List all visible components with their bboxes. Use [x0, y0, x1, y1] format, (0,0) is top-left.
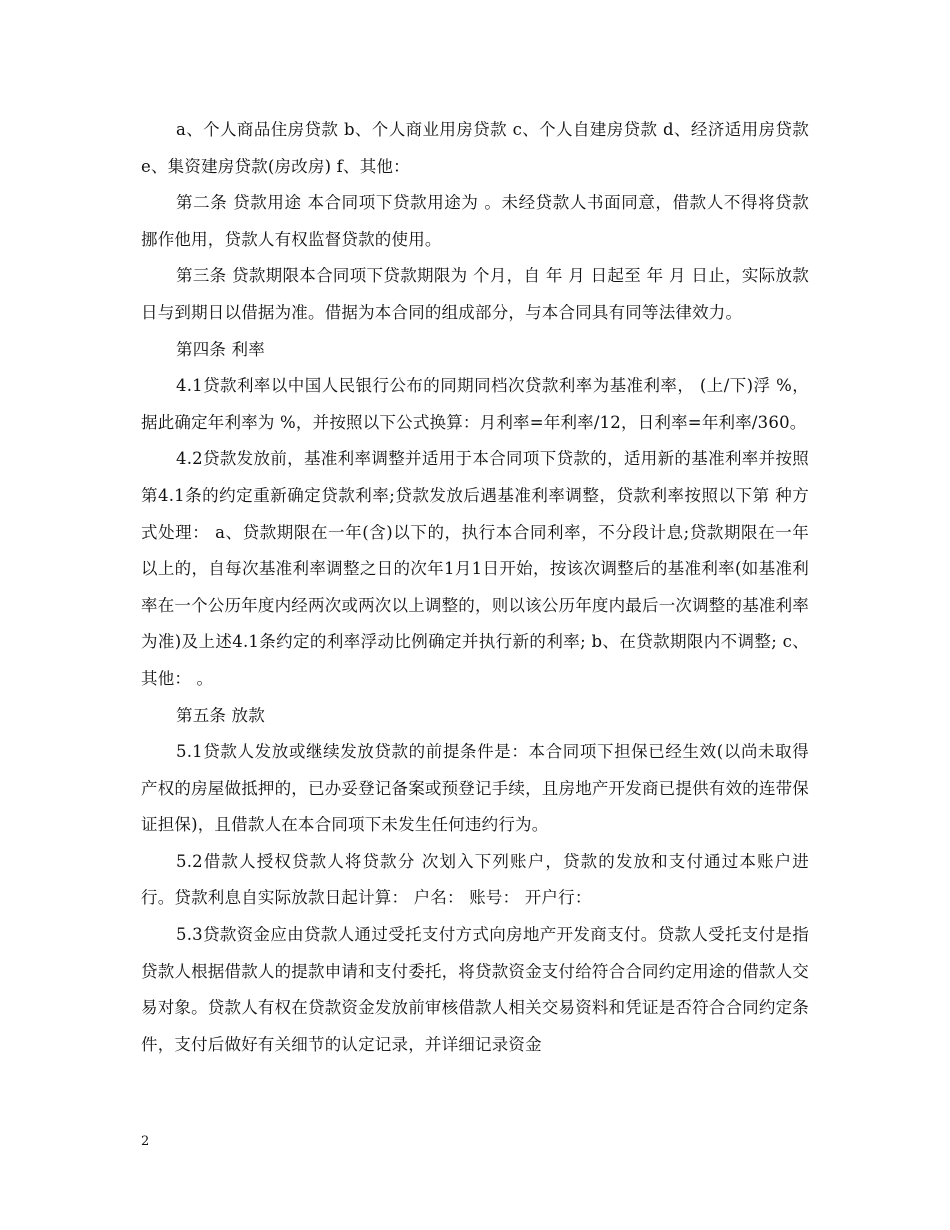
paragraph-5-3-entrusted-payment: 5.3贷款资金应由贷款人通过受托支付方式向房地产开发商支付。贷款人受托支付是指贷款人根据借款人的提款申请和支付委托，将贷款资金支付给符合合同约定用途的借款人交易对象。贷款人有权在贷款资金发放前审核借款人相关交易资料和凭证是否符合合同约定条件，支付后做好有关细节的认定记录，并详细记录资金: [141, 925, 809, 1054]
paragraph-loan-types: a、个人商品住房贷款 b、个人商业用房贷款 c、个人自建房贷款 d、经济适用房贷款 e、集资建房贷款(房改房) f、其他：: [141, 120, 809, 176]
paragraph-4-1-rate: 4.1贷款利率以中国人民银行公布的同期同档次贷款利率为基准利率， (上/下)浮 %，据此确定年利率为 %，并按照以下公式换算：月利率=年利率/12，日利率=年利率/360。: [141, 376, 809, 432]
heading-article-5-disbursement: 第五条 放款: [176, 705, 265, 725]
paragraph-article-3-term: 第三条 贷款期限本合同项下贷款期限为 个月，自 年 月 日起至 年 月 日止，实际放款日与到期日以借据为准。借据为本合同的组成部分，与本合同具有同等法律效力。: [141, 266, 809, 322]
paragraph-4-2-rate-adjustment: 4.2贷款发放前，基准利率调整并适用于本合同项下贷款的，适用新的基准利率并按照第4.1条的约定重新确定贷款利率;贷款发放后遇基准利率调整，贷款利率按照以下第 种方式处理： a、贷款期限在一年(含)以下的，执行本合同利率，不分段计息;贷款期限在一年以上的，自每次基准利率调整之日的次年1月1日开始，按该次调整后的基准利率(如基准利率在一个公历年度内经两次或两次以上调整的，则以该公历年度内最后一次调整的基准利率为准)及上述4.1条约定的利率浮动比例确定并执行新的利率; b、在贷款期限内不调整; c、其他： 。: [141, 449, 809, 688]
page-number: 2: [141, 1134, 150, 1149]
heading-article-4-interest: 第四条 利率: [176, 339, 265, 359]
paragraph-5-2-account: 5.2借款人授权贷款人将贷款分 次划入下列账户，贷款的发放和支付通过本账户进行。贷款利息自实际放款日起计算： 户名： 账号： 开户行：: [141, 851, 809, 908]
paragraph-5-1-conditions: 5.1贷款人发放或继续发放贷款的前提条件是：本合同项下担保已经生效(以尚未取得产权的房屋做抵押的，已办妥登记备案或预登记手续，且房地产开发商已提供有效的连带保证担保)，且借款人在本合同项下未发生任何违约行为。: [141, 742, 809, 835]
paragraph-article-2-purpose: 第二条 贷款用途 本合同项下贷款用途为 。未经贷款人书面同意，借款人不得将贷款挪作他用，贷款人有权监督贷款的使用。: [141, 193, 809, 249]
document-body: [141, 112, 809, 1063]
